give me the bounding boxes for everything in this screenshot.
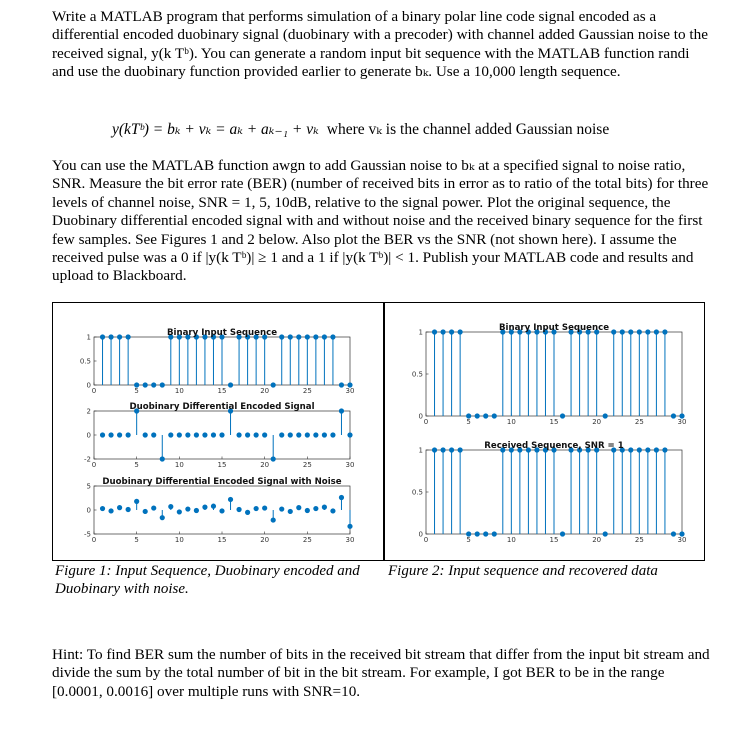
y-tick-label: 0.5: [80, 357, 91, 366]
stem-marker: [288, 433, 292, 437]
x-tick-label: 15: [549, 536, 559, 544]
stem-marker: [322, 505, 326, 509]
stem-marker: [228, 497, 232, 501]
plot-3: [412, 323, 687, 426]
stem-marker: [160, 516, 164, 520]
stem-marker: [211, 433, 215, 437]
stem-marker: [109, 335, 113, 339]
stem-marker: [484, 414, 488, 418]
stem-marker: [186, 433, 190, 437]
stem-marker: [203, 433, 207, 437]
stem-marker: [654, 330, 658, 334]
stem-marker: [467, 532, 471, 536]
stem-marker: [331, 509, 335, 513]
x-tick-label: 5: [134, 461, 139, 469]
y-tick-label: 1: [418, 446, 423, 455]
x-tick-label: 0: [91, 461, 97, 469]
x-tick-label: 15: [217, 461, 227, 469]
stem-marker: [263, 433, 267, 437]
plot-title: Binary Input Sequence: [498, 323, 610, 333]
stem-marker: [143, 509, 147, 513]
stem-marker: [663, 330, 667, 334]
figure-2-plots: [410, 320, 702, 552]
stem-marker: [339, 495, 343, 499]
intro-paragraph: Write a MATLAB program that performs simulation of a binary polar line code signal encoded as a differential encoded duobinary signal (duobinary with a precoder) with channel added Gaussian noise to the received signal, y(k Tᵇ). You can generate a random input bit sequence with the MATLAB function randi and use the duobinary function provided earlier to generate bₖ. Use a 10,000 length sequence.: [52, 8, 708, 81]
stem-marker: [169, 433, 173, 437]
x-tick-label: 25: [302, 387, 312, 395]
stem-marker: [348, 433, 352, 437]
y-tick-label: 0: [86, 506, 91, 515]
x-tick-label: 5: [134, 536, 139, 544]
stem-marker: [432, 330, 436, 334]
stem-marker: [339, 409, 343, 413]
x-tick-label: 30: [345, 387, 355, 395]
stem-marker: [220, 433, 224, 437]
instructions-paragraph: You can use the MATLAB function awgn to add Gaussian noise to bₖ at a specified signal to noise ratio, SNR. Measure the bit error rate (BER) (number of received bits in error as to ratio of the total bits) for three levels of channel noise, SNR = 1, 5, 10dB, relative to the signal power. Plot the original sequence, the Duobinary differential encoded signal with and without noise and the received binary sequence for the first few samples. See Figures 1 and 2 below. Also plot the BER vs the SNR (not shown here). I assume the received pulse was a 0 if |y(k Tᵇ)| ≥ 1 and a 1 if |y(k Tᵇ)| < 1. Publish your MATLAB code and results and upload to Blackboard.: [52, 157, 709, 285]
y-tick-label: 0.5: [411, 370, 423, 379]
stem-marker: [143, 433, 147, 437]
stem-marker: [680, 532, 684, 536]
stem-marker: [297, 506, 301, 510]
x-tick-label: 5: [466, 418, 471, 426]
x-tick-label: 20: [592, 536, 602, 544]
x-tick-label: 25: [302, 461, 312, 469]
x-tick-label: 15: [217, 387, 227, 395]
plot-0: [80, 328, 354, 395]
stem-marker: [228, 383, 232, 387]
stem-marker: [492, 414, 496, 418]
x-tick-label: 15: [549, 418, 559, 426]
y-tick-label: 0: [86, 431, 91, 440]
stem-marker: [612, 330, 616, 334]
x-tick-label: 5: [134, 387, 139, 395]
stem-marker: [288, 509, 292, 513]
x-tick-label: 20: [260, 461, 270, 469]
stem-marker: [100, 506, 104, 510]
y-tick-label: 5: [86, 482, 91, 491]
stem-marker: [305, 433, 309, 437]
x-tick-label: 0: [423, 418, 429, 426]
stem-marker: [450, 330, 454, 334]
stem-marker: [143, 383, 147, 387]
plot-1: [84, 402, 354, 469]
y-tick-label: 1: [86, 333, 91, 342]
stem-marker: [254, 506, 258, 510]
stem-marker: [560, 532, 564, 536]
stem-marker: [348, 524, 352, 528]
x-tick-label: 0: [91, 387, 97, 395]
y-tick-label: -2: [84, 455, 91, 464]
stem-marker: [254, 433, 258, 437]
x-tick-label: 30: [677, 418, 687, 426]
figure-2-caption: Figure 2: Input sequence and recovered data: [388, 563, 658, 579]
stem-marker: [194, 433, 198, 437]
stem-marker: [288, 335, 292, 339]
stem-marker: [211, 504, 215, 508]
stem-marker: [135, 499, 139, 503]
x-tick-label: 15: [217, 536, 227, 544]
stem-marker: [297, 335, 301, 339]
stem-marker: [603, 414, 607, 418]
plot-title: Received Sequence, SNR = 1: [484, 441, 624, 451]
stem-marker: [671, 414, 675, 418]
stem-marker: [246, 433, 250, 437]
y-tick-label: 0: [418, 530, 423, 539]
hint-paragraph: Hint: To find BER sum the number of bits in the received bit stream that differ from the input bit stream and divide the sum by the total number of bit in the bit stream. For example, I got BER to be in the range [0.0001, 0.0016] over multiple runs with SNR=10.: [52, 646, 710, 700]
stem-marker: [305, 508, 309, 512]
plot-title: Duobinary Differential Encoded Signal: [129, 402, 315, 412]
stem-marker: [322, 335, 326, 339]
plot-title: Binary Input Sequence: [166, 328, 278, 338]
stem-marker: [450, 448, 454, 452]
y-tick-label: 1: [418, 328, 423, 337]
stem-marker: [629, 448, 633, 452]
stem-marker: [646, 448, 650, 452]
stem-marker: [475, 532, 479, 536]
stem-marker: [271, 518, 275, 522]
stem-marker: [246, 510, 250, 514]
stem-marker: [118, 433, 122, 437]
stem-marker: [603, 532, 607, 536]
stem-marker: [441, 448, 445, 452]
stem-marker: [100, 335, 104, 339]
stem-marker: [280, 507, 284, 511]
stem-marker: [194, 508, 198, 512]
x-tick-label: 30: [345, 536, 355, 544]
stem-marker: [629, 330, 633, 334]
x-tick-label: 0: [91, 536, 97, 544]
stem-marker: [492, 532, 496, 536]
equation-suffix: where vₖ is the channel added Gaussian noise: [326, 121, 610, 138]
stem-marker: [280, 335, 284, 339]
stem-marker: [177, 433, 181, 437]
x-tick-label: 25: [302, 536, 312, 544]
y-tick-label: 0: [86, 381, 91, 390]
figure-1-plots: [80, 323, 370, 555]
y-tick-label: 0.5: [411, 488, 423, 497]
plot-4: [412, 441, 687, 544]
x-tick-label: 20: [592, 418, 602, 426]
y-tick-label: 0: [418, 412, 423, 421]
stem-marker: [152, 433, 156, 437]
stem-marker: [467, 414, 471, 418]
x-tick-label: 10: [174, 461, 184, 469]
stem-marker: [263, 506, 267, 510]
stem-marker: [663, 448, 667, 452]
equation-formula: y(kTᵇ) = bₖ + vₖ = aₖ + aₖ₋₁ + vₖ: [112, 121, 319, 138]
stem-marker: [118, 506, 122, 510]
plot-2: [84, 477, 354, 544]
stem-marker: [475, 414, 479, 418]
stem-marker: [100, 433, 104, 437]
stem-marker: [177, 510, 181, 514]
x-tick-label: 10: [174, 536, 184, 544]
stem-marker: [680, 414, 684, 418]
stem-marker: [654, 448, 658, 452]
x-tick-label: 25: [634, 418, 644, 426]
figure-1-caption: Figure 1: Input Sequence, Duobinary encoded and Duobinary with noise.: [55, 563, 360, 597]
stem-marker: [314, 335, 318, 339]
stem-marker: [126, 507, 130, 511]
stem-marker: [637, 448, 641, 452]
stem-marker: [331, 335, 335, 339]
stem-marker: [348, 383, 352, 387]
stem-marker: [297, 433, 301, 437]
stem-marker: [237, 507, 241, 511]
y-tick-label: 2: [86, 407, 91, 416]
stem-marker: [331, 433, 335, 437]
equation: [112, 120, 609, 139]
stem-marker: [322, 433, 326, 437]
stem-marker: [126, 433, 130, 437]
stem-marker: [314, 506, 318, 510]
stem-marker: [203, 505, 207, 509]
x-tick-label: 25: [634, 536, 644, 544]
stem-marker: [109, 509, 113, 513]
stem-marker: [109, 433, 113, 437]
stem-marker: [152, 506, 156, 510]
y-tick-label: -5: [84, 530, 91, 539]
stem-marker: [671, 532, 675, 536]
x-tick-label: 5: [466, 536, 471, 544]
stem-marker: [314, 433, 318, 437]
stem-marker: [305, 335, 309, 339]
stem-marker: [441, 330, 445, 334]
plot-title: Duobinary Differential Encoded Signal with Noise: [102, 477, 342, 487]
x-tick-label: 30: [345, 461, 355, 469]
stem-marker: [271, 383, 275, 387]
stem-marker: [271, 457, 275, 461]
stem-marker: [646, 330, 650, 334]
stem-marker: [458, 448, 462, 452]
stem-marker: [458, 330, 462, 334]
x-tick-label: 20: [260, 387, 270, 395]
x-tick-label: 10: [174, 387, 184, 395]
stem-marker: [484, 532, 488, 536]
x-tick-label: 30: [677, 536, 687, 544]
stem-marker: [186, 507, 190, 511]
x-tick-label: 20: [260, 536, 270, 544]
stem-marker: [637, 330, 641, 334]
stem-marker: [118, 335, 122, 339]
stem-marker: [220, 509, 224, 513]
stem-marker: [339, 383, 343, 387]
stem-marker: [152, 383, 156, 387]
stem-marker: [126, 335, 130, 339]
stem-marker: [620, 330, 624, 334]
stem-marker: [169, 505, 173, 509]
x-tick-label: 10: [506, 536, 516, 544]
stem-marker: [160, 383, 164, 387]
x-tick-label: 10: [506, 418, 516, 426]
stem-marker: [432, 448, 436, 452]
stem-marker: [560, 414, 564, 418]
stem-marker: [237, 433, 241, 437]
stem-marker: [280, 433, 284, 437]
stem-marker: [135, 383, 139, 387]
x-tick-label: 0: [423, 536, 429, 544]
stem-marker: [160, 457, 164, 461]
